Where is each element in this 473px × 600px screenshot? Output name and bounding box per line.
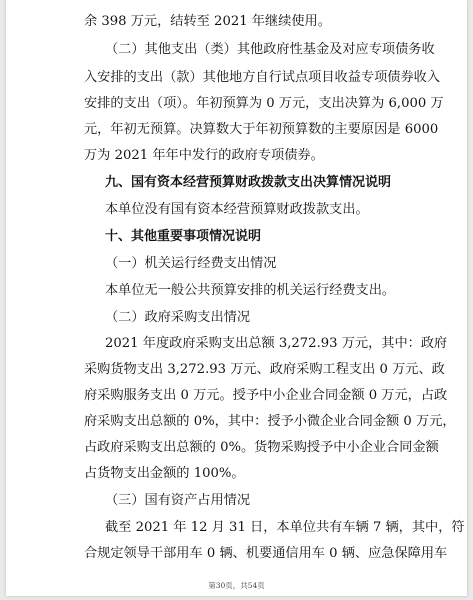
- subheading-3: （三）国有资产占用情况: [105, 493, 251, 508]
- text-line-14: 采购货物支出 3,272.93 万元、政府采购工程支出 0 万元、政: [84, 362, 445, 377]
- text-line-11: 本单位无一般公共预算安排的机关运行经费支出。: [105, 283, 396, 298]
- text-line-17: 占政府采购支出总额的 0%。货物采购授予中小企业合同金额: [84, 440, 439, 455]
- text-line-13: 2021 年度政府采购支出总额 3,272.93 万元，其中：政府: [105, 336, 448, 351]
- text-line-21: 合规定领导干部用车 0 辆、机要通信用车 0 辆、应急保障用车: [84, 546, 448, 561]
- text-line-8: 本单位没有国有资本经营预算财政拨款支出。: [105, 202, 369, 217]
- subheading-1: （一）机关运行经费支出情况: [105, 256, 277, 271]
- text-line-20: 截至 2021 年 12 月 31 日，本单位共有车辆 7 辆，其中，符: [105, 520, 465, 535]
- text-line-1: 余 398 万元，结转至 2021 年继续使用。: [84, 14, 331, 29]
- text-line-18: 占货物支出金额的 100%。: [84, 466, 245, 481]
- text-line-2: （二）其他支出（类）其他政府性基金及对应专项债务收: [105, 42, 435, 57]
- document-page: [6, 0, 467, 596]
- page-number-footer: 第30页，共54页: [208, 581, 265, 590]
- section-heading-10: 十、其他重要事项情况说明: [105, 229, 262, 244]
- text-line-4: 安排的支出（项）。年初预算为 0 万元，支出决算为 6,000 万: [84, 96, 444, 111]
- text-line-5: 元，年初无预算。决算数大于年初预算数的主要原因是 6000: [84, 122, 439, 137]
- text-line-16: 府采购支出总额的 0%，其中：授予小微企业合同金额 0 万元，: [84, 414, 456, 429]
- text-line-15: 府采购服务支出 0 万元。授予中小企业合同金额 0 万元，占政: [84, 388, 448, 403]
- subheading-2: （二）政府采购支出情况: [105, 310, 251, 325]
- text-line-3: 入安排的支出（款）其他地方自行试点项目收益专项债券收入: [84, 70, 441, 85]
- section-heading-9: 九、国有资本经营预算财政拨款支出决算情况说明: [105, 175, 392, 190]
- text-line-6: 万为 2021 年年中发行的政府专项债券。: [84, 148, 324, 163]
